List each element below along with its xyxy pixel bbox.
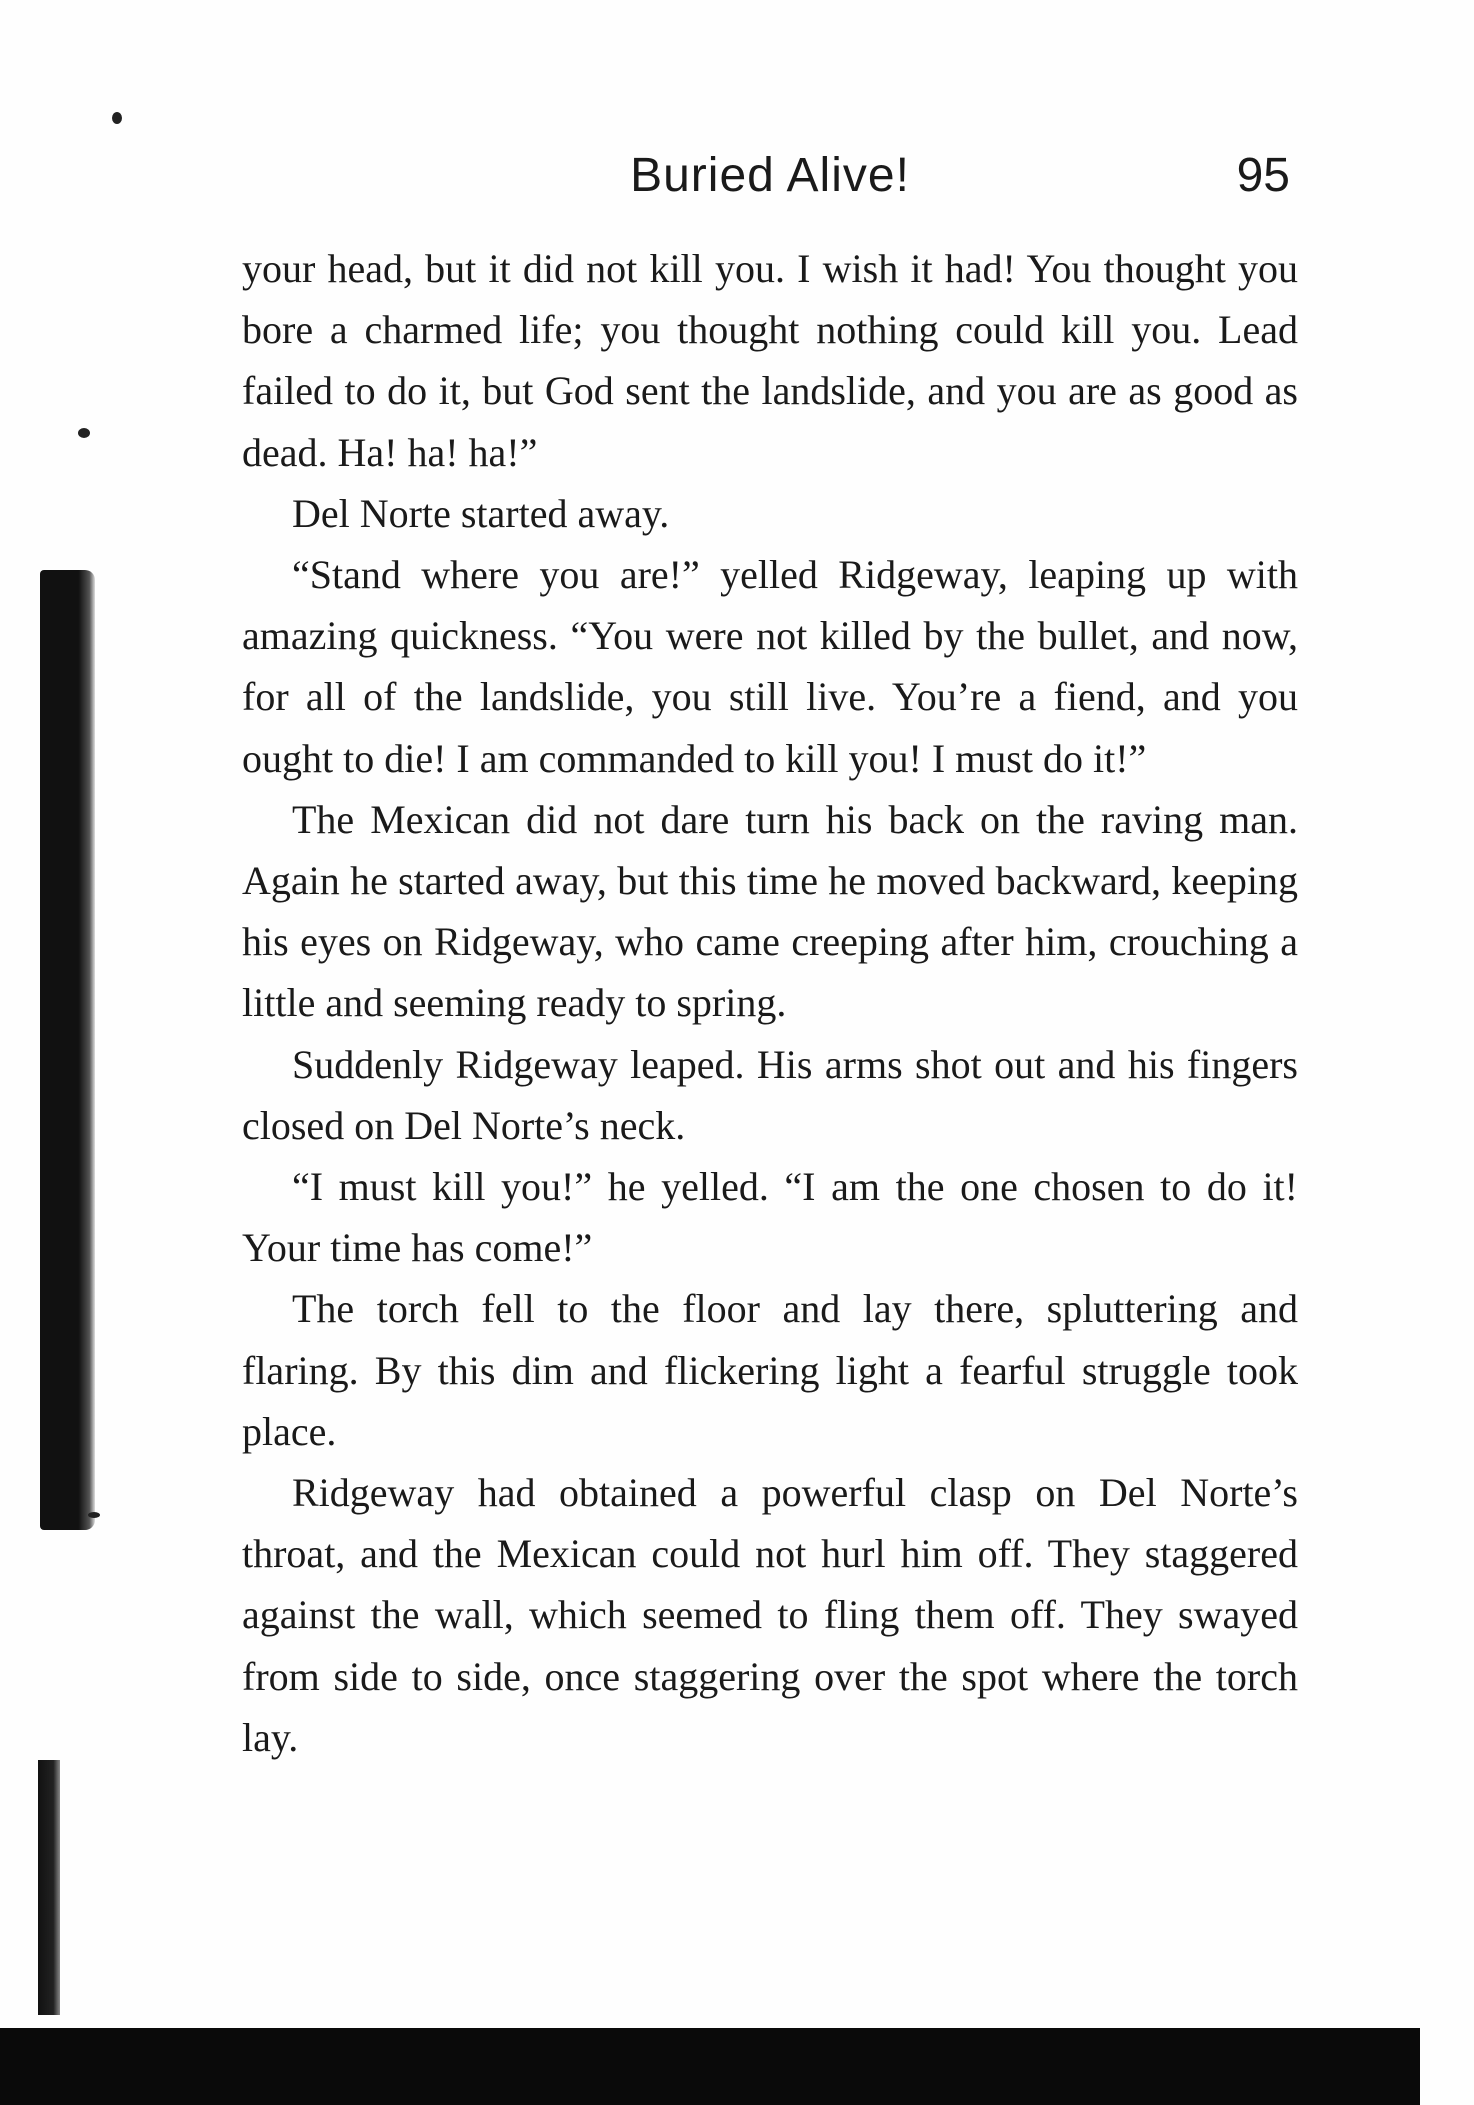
paragraph: “Stand where you are!” yelled Ridgeway, leaping up with amazing quickness. “You were not killed by the bullet, and now, for all of the landslide, you still live. You’re a fiend, and you ought to die! I am commanded to kill you! I must do it!” <box>242 552 1298 781</box>
paragraph: Ridgeway had obtained a powerful clasp on Del Norte’s throat, and the Mexican could not hurl him off. They staggered against the wall, which seemed to fling them off. They swayed from side to side, once staggering over the spot where the torch lay. <box>242 1470 1298 1760</box>
paragraph: your head, but it did not kill you. I wish it had! You thought you bore a charmed life; you thought nothing could kill you. Lead failed to do it, but God sent the landslide, and you are as good as dead. Ha! ha! ha!” <box>242 246 1298 475</box>
scan-gutter-shadow <box>40 570 95 1530</box>
running-title: Buried Alive! <box>630 149 910 202</box>
scan-speck <box>88 1512 100 1518</box>
paragraph: Suddenly Ridgeway leaped. His arms shot out and his fingers closed on Del Norte’s neck. <box>242 1041 1298 1148</box>
paragraph: The Mexican did not dare turn his back on the raving man. Again he started away, but this time he moved backward, keeping his eyes on Ridgeway, who came creeping after him, crouching a little and seeming ready to spring. <box>242 796 1298 1026</box>
scan-speck <box>112 112 122 124</box>
body-text <box>242 238 1298 1768</box>
scan-speck <box>78 428 90 438</box>
paragraph: Del Norte started away. <box>292 490 670 536</box>
page-header <box>240 140 1300 220</box>
paragraph: The torch fell to the floor and lay there, spluttering and flaring. By this dim and flickering light a fearful struggle took place. <box>242 1286 1298 1454</box>
page-number: 95 <box>1236 149 1290 202</box>
scan-bottom-edge <box>0 2028 1420 2105</box>
paragraph: “I must kill you!” he yelled. “I am the one chosen to do it! Your time has come!” <box>242 1164 1298 1271</box>
scan-gutter-shadow-lower <box>38 1760 60 2015</box>
